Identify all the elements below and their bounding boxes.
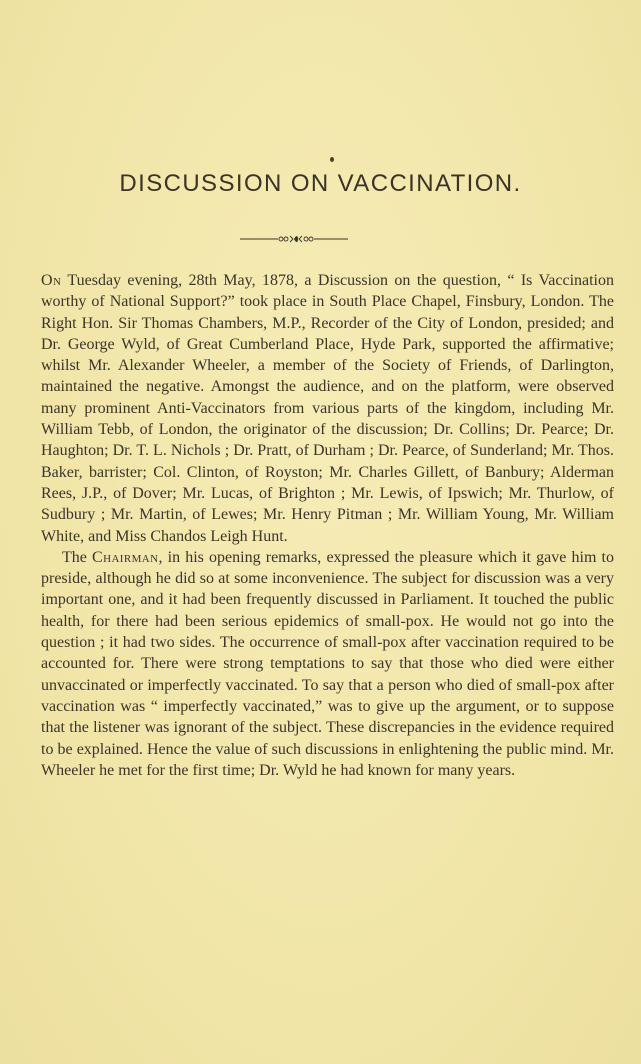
paragraph-2-text: , in his opening remarks, expressed the pleasure which it gave him to preside, although he did so at some inconvenience. The subject for discussion was a very important one, and it had been frequently discussed in Parliament. It touched the public health, for there had been serious epidemics of small-pox. He would not go into the question ; it had two sides. The occurrence of small-pox after vaccination required to be accounted for. There were strong temptations to say that those who died were either unvaccinated or imperfectly vaccinated. To say that a person who died of small-pox after vaccination was “ imperfectly vaccinated,” was to give up the argument, or to suppose that the listener was ignorant of the subject. These discrepancies in the evidence required to be explained. Hence the value of such discussions in enlightening the public mind. Mr. Wheeler he met for the first time; Dr. Wyld he had known for many years. [41,548,614,779]
paragraph-1-lead: On [41,272,62,289]
body-text [41,270,614,781]
page-title: DISCUSSION ON VACCINATION. [119,170,522,197]
divider-ornament [240,233,348,245]
paragraph-2 [41,547,614,781]
ink-speck [330,157,334,162]
paragraph-2-lead: Chairman [92,548,159,566]
paragraph-1-text: Tuesday evening, 28th May, 1878, a Discussion on the question, “ Is Vaccination worthy of National Support?” took place in South Place Chapel, Finsbury, London. The Right Hon. Sir Thomas Chambers, M.P., Recorder of the City of London, presided; and Dr. George Wyld, of Great Cumberland Place, Hyde Park, supported the affirmative; whilst Mr. Alexander Wheeler, a member of the Society of Friends, of Darlington, maintained the negative. Amongst the audience, and on the platform, were observed many prominent Anti-Vaccinators from various parts of the kingdom, including Mr. William Tebb, of London, the originator of the discussion; Dr. Collins; Dr. Pearce; Dr. Haughton; Dr. T. L. Nichols ; Dr. Pratt, of Durham ; Dr. Pearce, of Sunderland; Mr. Thos. Baker, barrister; Col. Clinton, of Royston; Mr. Charles Gillett, of Banbury; Alderman Rees, J.P., of Dover; Mr. Lucas, of Brighton ; Mr. Lewis, of Ipswich; Mr. Thurlow, of Sudbury ; Mr. Martin, of Lewes; Mr. Henry Pitman ; Mr. William Young, Mr. William White, and Miss Chandos Leigh Hunt. [41,272,614,545]
paragraph-2-pre: The [62,548,93,566]
paragraph-1 [41,270,614,547]
